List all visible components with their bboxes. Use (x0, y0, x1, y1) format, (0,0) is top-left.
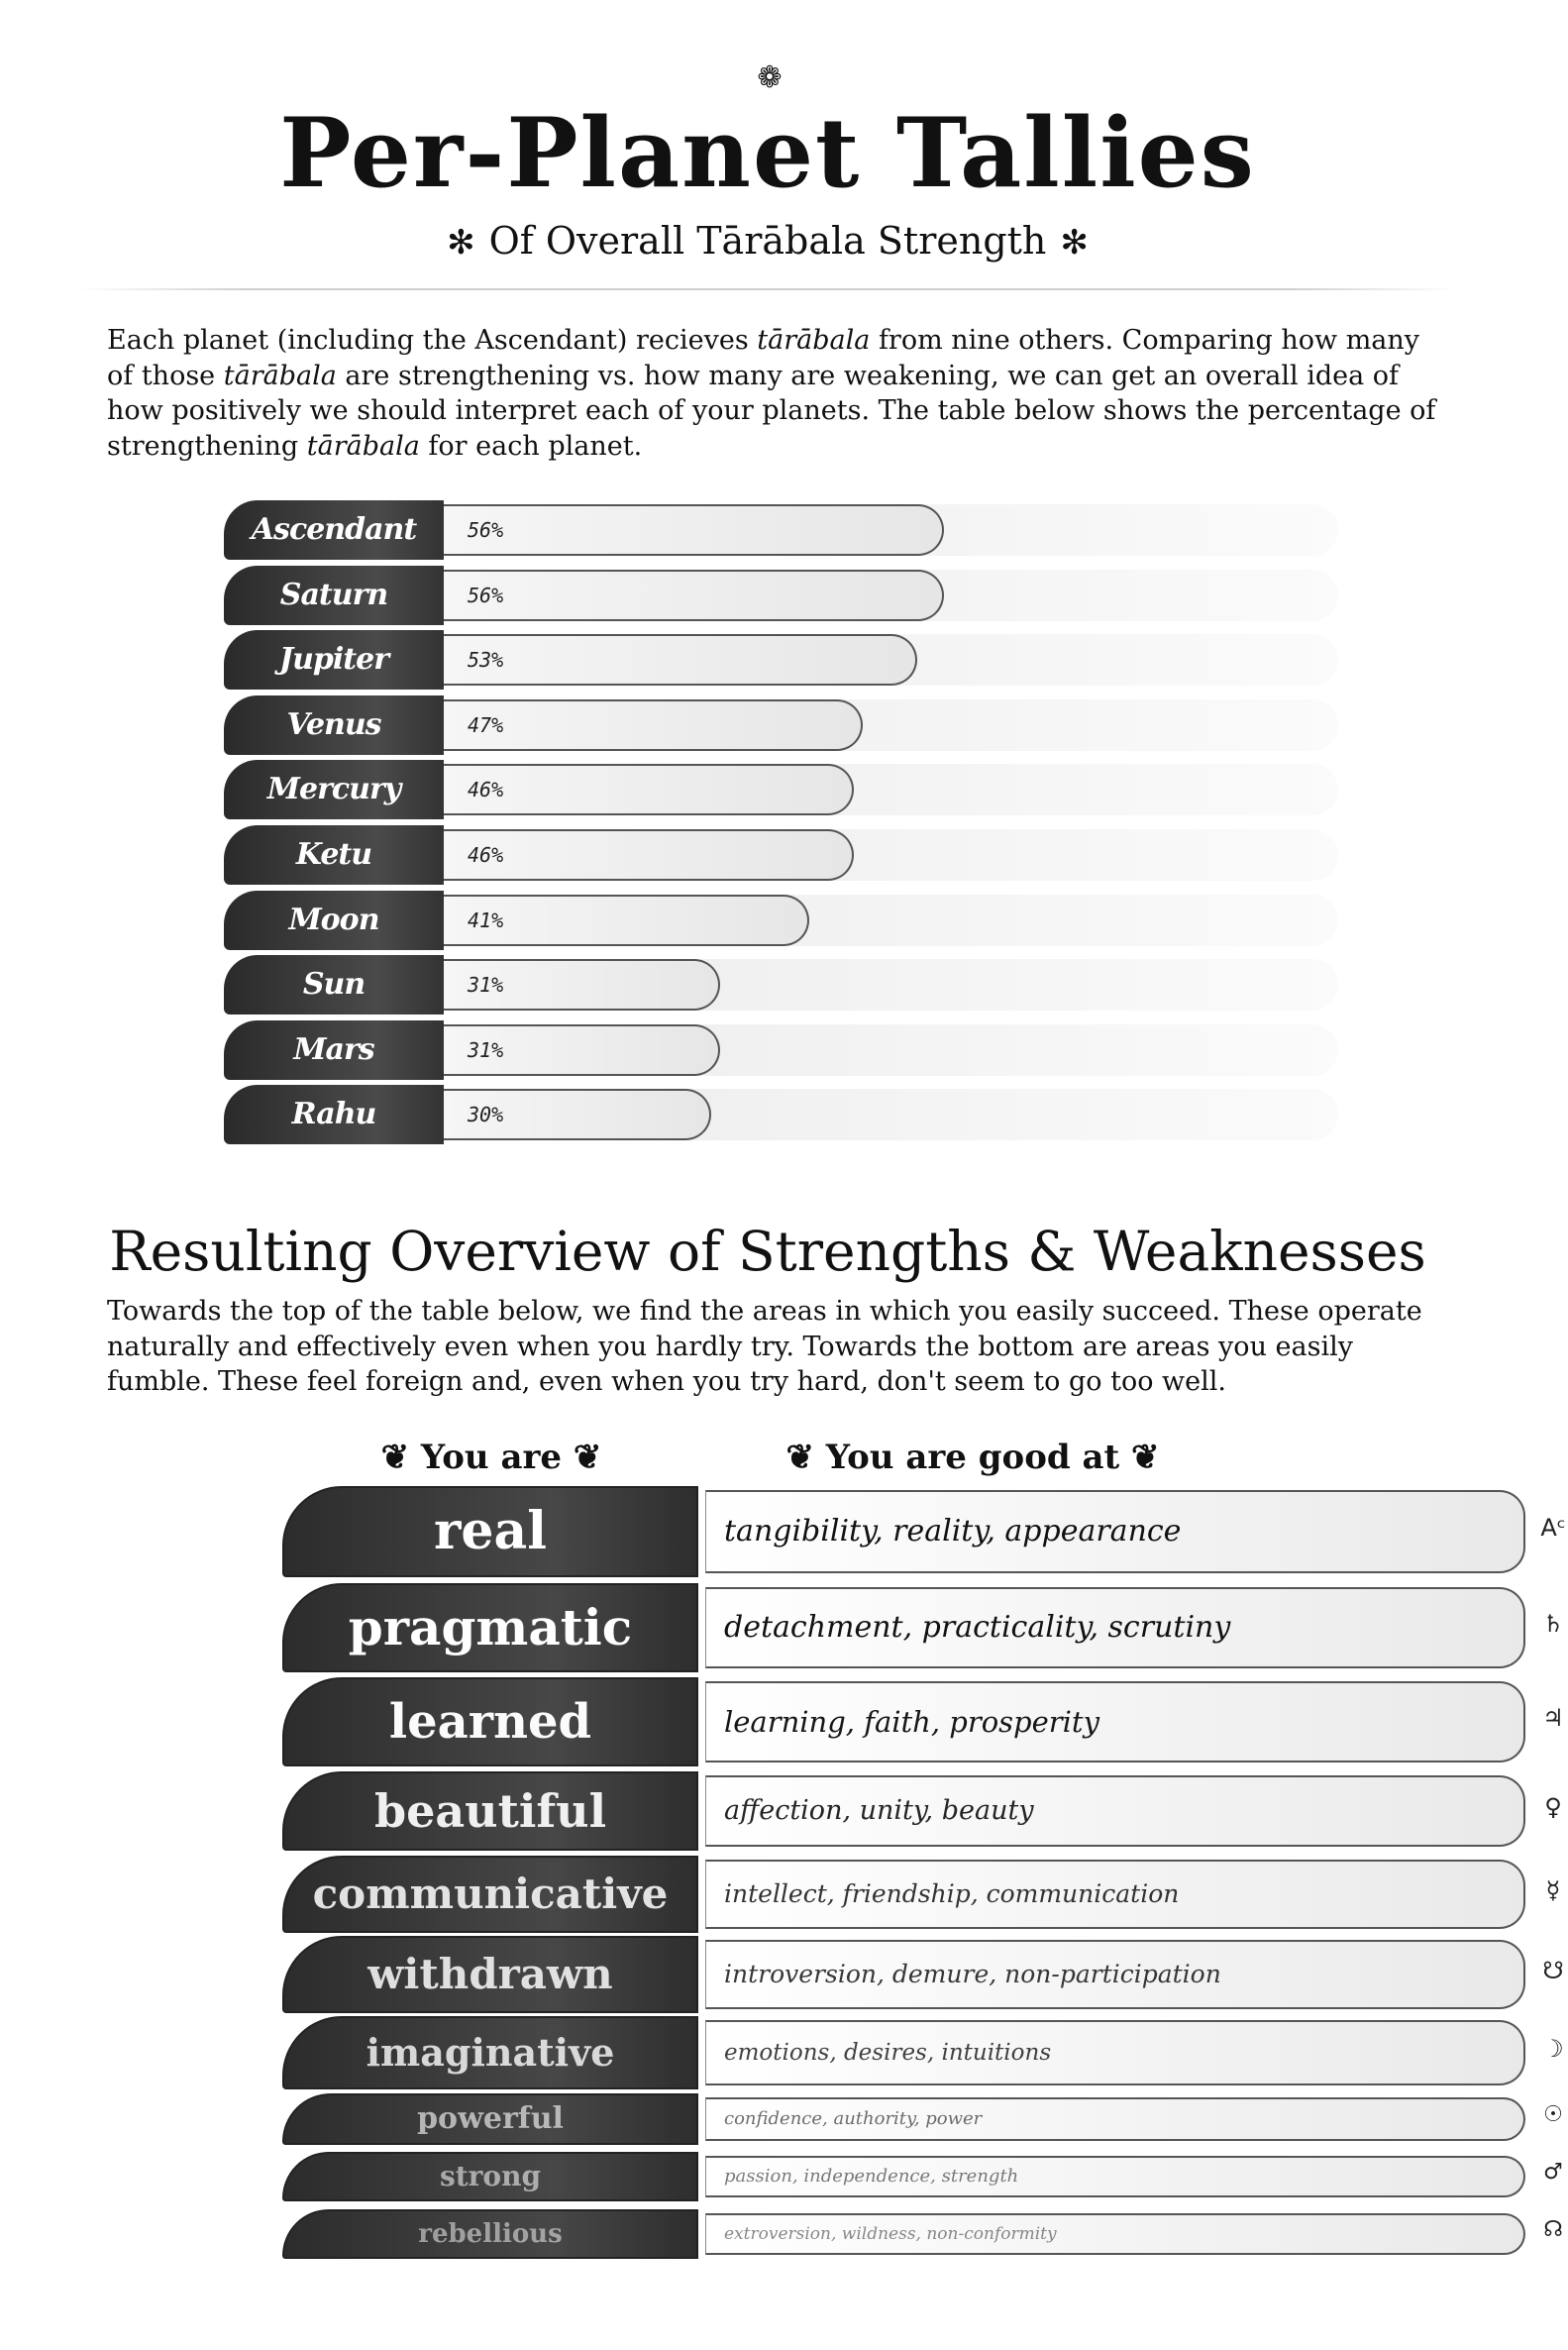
planet-symbol-icon: ☿ (1545, 1876, 1561, 1904)
planet-label: Mars (224, 1020, 444, 1080)
bar-value-label: 53% (468, 648, 504, 673)
bar-value-label: 56% (468, 583, 504, 607)
planet-bar (442, 764, 854, 815)
bar-value-label: 31% (468, 973, 504, 998)
planet-symbol-icon: ♃ (1542, 1704, 1564, 1732)
trait-label: withdrawn (282, 1936, 698, 2013)
good-at-box: learning, faith, prosperity (705, 1681, 1525, 1762)
planet-label: Saturn (224, 566, 444, 625)
good-at-box: introversion, demure, non-participation (705, 1940, 1525, 2009)
planet-symbol-icon: ♀ (1544, 1793, 1562, 1821)
trait-label: pragmatic (282, 1583, 698, 1672)
planet-row (224, 1018, 1338, 1078)
planet-label: Moon (224, 891, 444, 950)
overview-row (282, 1677, 1564, 1766)
overview-paragraph: Towards the top of the table below, we find the areas in which you easily succeed. These operate naturally and effectively even when you hardly try. Towards the bottom are areas you easily fumble. These feel foreign and, even when you try hard, don't seem to go too well. (107, 1296, 1422, 1397)
column-header-you-are: ❦ You are ❦ (380, 1438, 602, 1477)
overview-row (282, 2152, 1563, 2201)
overview-row (282, 2209, 1563, 2259)
page-title: Per-Planet Tallies (279, 97, 1256, 209)
planet-label: Ketu (224, 825, 444, 885)
good-at-box: tangibility, reality, appearance (705, 1490, 1525, 1573)
planet-label: Jupiter (224, 630, 444, 690)
trait-label: learned (282, 1677, 698, 1766)
planet-bar (442, 634, 917, 686)
divider (79, 288, 1456, 290)
overview-row (282, 1856, 1561, 1933)
good-at-box: intellect, friendship, communication (705, 1860, 1525, 1929)
intro-paragraph (107, 323, 1444, 464)
good-at-box: emotions, desires, intuitions (705, 2020, 1525, 2085)
planet-label: Ascendant (224, 500, 444, 560)
intro-term: tārābala (757, 325, 871, 356)
planet-label: Sun (224, 955, 444, 1015)
planet-label: Rahu (224, 1085, 444, 1144)
planet-bar (442, 570, 944, 621)
trait-label: imaginative (282, 2016, 698, 2089)
good-at-box: detachment, practicality, scrutiny (705, 1587, 1525, 1668)
trait-label: rebellious (282, 2209, 698, 2259)
planet-row (224, 889, 1338, 948)
subtitle-text: Of Overall Tārābala Strength (488, 219, 1047, 263)
planet-row (224, 498, 1338, 558)
planet-symbol-icon: ♂ (1543, 2160, 1563, 2185)
planet-symbol-icon: ☋ (1542, 1957, 1564, 1984)
good-at-box: extroversion, wildness, non-conformity (705, 2213, 1525, 2255)
planet-bar (442, 829, 854, 881)
bar-value-label: 56% (468, 518, 504, 542)
overview-row (282, 2016, 1564, 2089)
planet-row (224, 1083, 1338, 1142)
intro-text: are strengthening vs. how many are weakening, we can get an overall idea of how positively we should interpret each of your planets. The table below shows the percentage of strengthening (107, 360, 1436, 462)
overview-row (282, 1486, 1566, 1577)
planet-symbol-icon: ☊ (1543, 2217, 1563, 2242)
good-at-box: passion, independence, strength (705, 2156, 1525, 2197)
planet-symbol-icon: Aᶜ (1540, 1514, 1566, 1542)
bar-value-label: 47% (468, 712, 504, 737)
trait-label: powerful (282, 2093, 698, 2145)
bar-value-label: 46% (468, 778, 504, 802)
good-at-box: affection, unity, beauty (705, 1775, 1525, 1847)
asterisk-icon: ✻ (447, 223, 475, 263)
good-at-box: confidence, authority, power (705, 2097, 1525, 2141)
planet-row (224, 628, 1338, 688)
column-header-good-at: ❦ You are good at ❦ (785, 1438, 1160, 1477)
bar-value-label: 46% (468, 843, 504, 867)
planet-label: Mercury (224, 760, 444, 819)
intro-text: for each planet. (419, 430, 643, 462)
intro-text: from nine others. Comparing how many of those (107, 325, 1420, 391)
bar-value-label: 30% (468, 1103, 504, 1127)
planet-symbol-icon: ♄ (1542, 1610, 1564, 1638)
planet-row (224, 758, 1338, 817)
planet-strength-chart (224, 498, 1338, 1152)
planet-row (224, 953, 1338, 1013)
overview-row (282, 2093, 1563, 2145)
planet-bar (442, 504, 944, 556)
planet-row (224, 564, 1338, 623)
flower-ornament-icon: ❁ (757, 60, 783, 95)
overview-heading: Resulting Overview of Strengths & Weaknesses (109, 1220, 1426, 1283)
bar-value-label: 31% (468, 1037, 504, 1062)
intro-term: tārābala (306, 430, 420, 462)
intro-text: Each planet (including the Ascendant) recieves (107, 325, 758, 356)
planet-row (224, 823, 1338, 883)
planet-symbol-icon: ☉ (1543, 2102, 1563, 2127)
bar-value-label: 41% (468, 908, 504, 932)
trait-label: beautiful (282, 1771, 698, 1851)
trait-label: real (282, 1486, 698, 1577)
planet-row (224, 694, 1338, 753)
planet-bar (442, 699, 863, 751)
overview-row (282, 1583, 1564, 1672)
asterisk-icon: ✻ (1060, 223, 1089, 263)
intro-term: tārābala (223, 360, 337, 391)
planet-label: Venus (224, 695, 444, 755)
planet-symbol-icon: ☽ (1542, 2035, 1564, 2063)
trait-label: strong (282, 2152, 698, 2201)
page-subtitle (0, 216, 1535, 267)
trait-label: communicative (282, 1856, 698, 1933)
overview-row (282, 1771, 1562, 1851)
overview-row (282, 1936, 1564, 2013)
